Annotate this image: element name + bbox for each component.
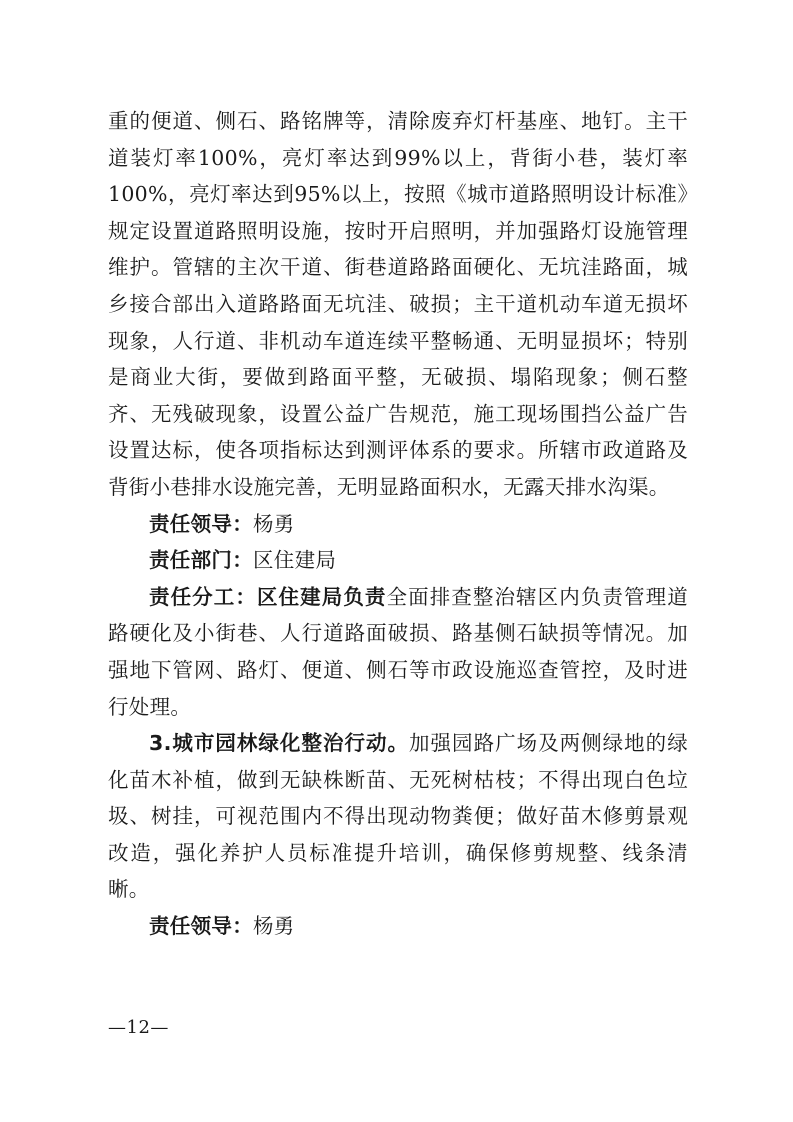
- section-3-paragraph: [108, 725, 688, 908]
- responsible-leader-line: [108, 506, 688, 543]
- responsible-leader-label: 责任领导：: [149, 511, 253, 536]
- responsibility-division-lead: 区住建局负责: [256, 584, 387, 609]
- responsible-department-value: 区住建局: [253, 548, 337, 573]
- page-number: —12—: [108, 1017, 169, 1038]
- responsibility-division-paragraph: [108, 579, 688, 725]
- paragraph-text: 重的便道、侧石、路铭牌等，清除废弃灯杆基座、地钉。主干道装灯率100%，亮灯率达到99%以上，背街小巷，装灯率100%，亮灯率达到95%以上，按照《城市道路照明设计标准》规定设置道路照明设施，按时开启照明，并加强路灯设施管理维护。管辖的主次干道、街巷道路路面硬化、无坑洼路面，城乡接合部出入道路路面无坑洼、破损；主干道机动车道无损坏现象，人行道、非机动车道连续平整畅通、无明显损坏；特别是商业大街，要做到路面平整，无破损、塌陷现象；侧石整齐、无残破现象，设置公益广告规范，施工现场围挡公益广告设置达标，使各项指标达到测评体系的要求。所辖市政道路及背街小巷排水设施完善，无明显路面积水，无露天排水沟渠。: [108, 109, 688, 499]
- responsible-leader-line-2: [108, 908, 688, 945]
- responsible-department-label: 责任部门：: [149, 548, 253, 573]
- responsible-leader-value-2: 杨勇: [253, 914, 295, 939]
- responsibility-division-label: 责任分工：: [149, 584, 257, 609]
- section-3-title: 3.城市园林绿化整治行动。: [149, 731, 410, 756]
- section-3-text: 加强园路广场及两侧绿地的绿化苗木补植，做到无缺株断苗、无死树枯枝；不得出现白色垃圾、树挂，可视范围内不得出现动物粪便；做好苗木修剪景观改造，强化养护人员标准提升培训，确保修剪规整、线条清晰。: [108, 731, 689, 902]
- paragraph-road-lighting: [108, 103, 688, 506]
- responsibility-division-text: 全面排查整治辖区内负责管理道路硬化及小街巷、人行道路面破损、路基侧石缺损等情况。加强地下管网、路灯、便道、侧石等市政设施巡查管控，及时进行处理。: [108, 584, 688, 719]
- responsible-leader-label-2: 责任领导：: [149, 914, 253, 939]
- responsible-department-line: [108, 542, 688, 579]
- responsible-leader-value: 杨勇: [253, 511, 295, 536]
- document-body: [108, 103, 688, 945]
